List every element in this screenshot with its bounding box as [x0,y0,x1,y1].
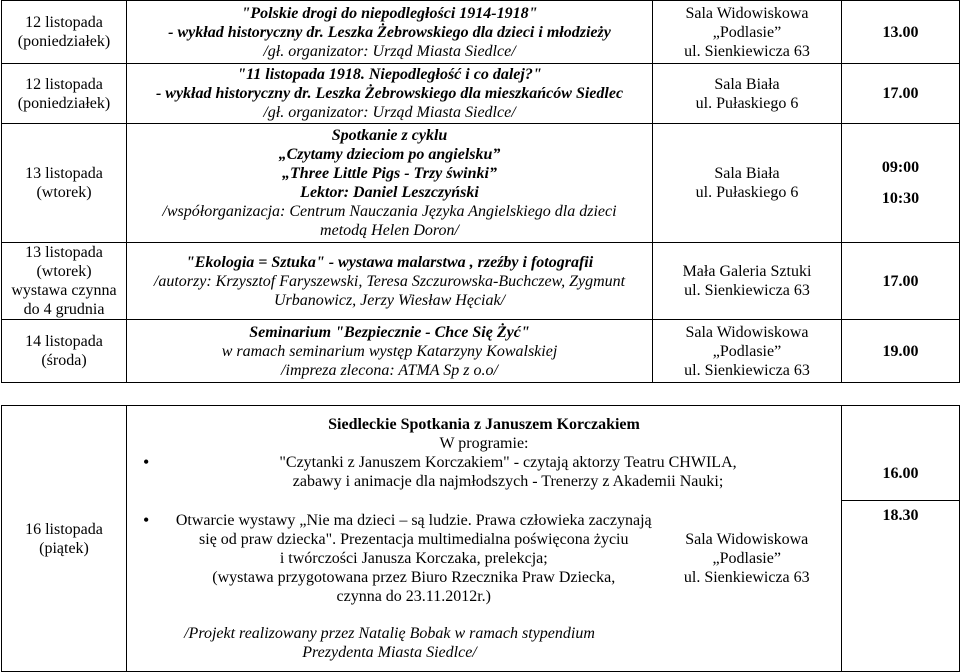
event-line: metodą Helen Doron/ [320,222,459,239]
date-cell [2,64,127,124]
place-line: Sala Widowiskowa [685,323,809,341]
time-cell [842,243,960,320]
event-cell [127,1,653,64]
event-line: /impreza zlecona: ATMA Sp z o.o/ [281,361,498,379]
place-line: „Podlasie” [712,23,782,41]
event-line: - wykład historyczny dr. Leszka Żebrowskiego dla mieszkańców Siedlec [155,85,624,102]
event-line: Urbanowicz, Jerzy Wiesław Hęciak/ [273,291,506,309]
event-line: /gł. organizator: Urząd Miasta Siedlce/ [263,104,516,121]
date-line: wystawa czynna [11,282,117,299]
spacer-row [2,383,960,406]
place-line: ul. Sienkiewicza 63 [684,42,810,60]
time-cell [842,64,960,124]
date-line: (poniedziałek) [17,33,111,50]
place-cell [653,501,842,616]
date-line: 13 listopada [25,165,103,182]
event-line: w ramach seminarium występ Katarzyny Kowalskiej [221,342,558,360]
date-line: (środa) [41,352,87,369]
footer-line: Prezydenta Miasta Siedlce/ [302,644,477,662]
place-line: ul. Sienkiewicza 63 [684,361,810,379]
time-cell [842,501,960,672]
event-line: Seminarium "Bezpiecznie - Chce Się Żyć" [249,323,530,341]
event-cell [127,124,653,243]
event-line: Spotkanie z cyklu [331,127,448,144]
place-line: ul. Pułaskiego 6 [695,94,799,112]
time-value: 13.00 [882,23,919,41]
date-line: 14 listopada [25,333,103,350]
event-line: "Polskie drogi do niepodległości 1914-1918" [241,4,538,22]
time-cell [842,124,960,243]
list-item [127,511,653,606]
table-row [2,64,960,124]
time-value: 18.30 [882,507,919,524]
place-line: Sala Biała [714,165,780,182]
place-cell [653,1,842,64]
place-line: Sala Widowiskowa [685,530,809,548]
event-line: /współorganizacja: Centrum Nauczania Języka Angielskiego dla dzieci [162,203,617,220]
table-row [2,406,960,501]
time-value: 16.00 [882,464,919,482]
schedule-table [1,0,960,672]
list-item-line: i twórczości Janusza Korczaka, prelekcja; [279,549,548,567]
place-line: „Podlasie” [712,342,782,360]
date-line: (poniedziałek) [17,94,111,112]
event-line: „Three Little Pigs - Trzy świnki” [282,165,497,182]
event-line: "11 listopada 1918. Niepodległość i co dalej?" [237,66,542,83]
footer-line: /Projekt realizowany przez Natalię Bobak w ramach stypendium [184,625,595,643]
event-line: /gł. organizator: Urząd Miasta Siedlce/ [263,42,516,60]
place-line: Sala Widowiskowa [685,4,809,22]
time-value: 19.00 [882,342,919,360]
time-value: 17.00 [882,85,919,102]
table-row [2,320,960,383]
event-line: /autorzy: Krzysztof Faryszewski, Teresa Szczurowska-Buchczew, Zygmunt [153,272,626,290]
place-line: ul. Pułaskiego 6 [695,184,799,201]
place-line: „Podlasie” [712,549,781,567]
event-line: Lektor: Daniel Leszczyński [300,184,479,201]
time-cell [842,320,960,383]
time-cell [842,1,960,64]
program-heading: Siedleckie Spotkania z Januszem Korczakiem [328,416,640,434]
event-line: "Ekologia = Sztuka" - wystawa malarstwa , rzeźby i fotografii [185,253,594,271]
list-item-line: czynna do 23.11.2012r.) [336,587,491,605]
date-line: (piątek) [39,539,89,557]
event-cell [127,501,653,616]
list-item-line: • Otwarcie wystawy „Nie ma dzieci – są ludzie. Prawa człowieka zaczynają [175,511,652,529]
date-line: 13 listopada [25,244,103,261]
place-cell [653,320,842,383]
event-cell [127,243,653,320]
table-row [2,243,960,320]
date-line: (wtorek) [36,263,92,280]
place-cell [653,124,842,243]
event-cell [127,616,842,672]
place-line: ul. Sienkiewicza 63 [684,282,810,299]
list-item [127,453,841,491]
date-cell [2,1,127,64]
event-cell [127,64,653,124]
program-subheading: W programie: [439,435,529,453]
table-row [2,501,960,616]
place-line: ul. Sienkiewicza 63 [683,568,810,586]
table-row [2,616,960,672]
table-row [2,1,960,64]
event-cell [127,406,842,501]
place-cell [653,243,842,320]
date-line: 12 listopada [25,14,103,31]
table-row [2,124,960,243]
event-line: - wykład historyczny dr. Leszka Żebrowskiego dla dzieci i młodzieży [168,23,611,41]
date-line: (wtorek) [36,184,92,201]
event-line: „Czytamy dzieciom po angielsku” [278,146,501,163]
date-line: 12 listopada [25,75,103,93]
date-cell [2,243,127,320]
time-cell [842,406,960,501]
list-item-line: zabawy i animacje dla najmłodszych - Trenerzy z Akademii Nauki; [292,473,724,491]
date-line: 16 listopada [25,520,103,538]
time-value: 17.00 [882,272,919,290]
place-line: Mała Galeria Sztuki [682,263,812,280]
time-value: 10:30 [881,190,920,207]
event-cell [127,320,653,383]
place-cell [653,64,842,124]
list-item-line: • "Czytanki z Januszem Korczakiem" - czytają aktorzy Teatru CHWILA, [279,454,737,472]
date-cell [2,406,127,672]
date-cell [2,320,127,383]
place-line: Sala Biała [714,75,780,93]
date-line: do 4 grudnia [23,301,105,318]
list-item-line: (wystawa przygotowana przez Biuro Rzecznika Praw Dziecka, [212,568,616,586]
project-footer [127,624,652,662]
list-item-line: się od praw dziecka". Prezentacja multimedialna poświęcona życiu [199,530,629,548]
date-cell [2,124,127,243]
time-value: 09:00 [881,159,920,176]
